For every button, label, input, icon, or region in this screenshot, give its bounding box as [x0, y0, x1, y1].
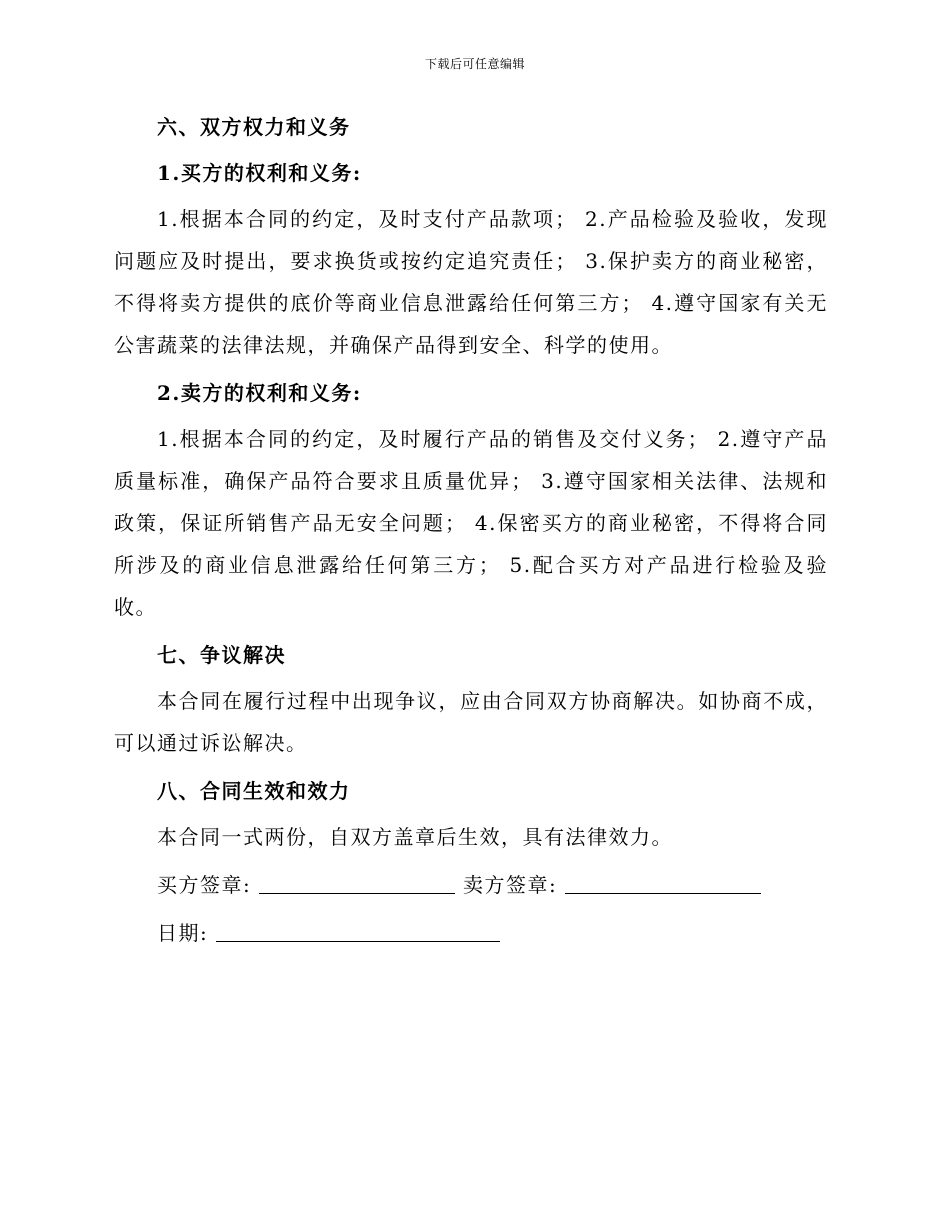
signature-line [114, 864, 828, 906]
section-6-title: 六、双方权力和义务 [157, 115, 351, 139]
buyer-signature-blank[interactable] [259, 871, 455, 894]
date-line [114, 912, 828, 954]
section-7-text: 本合同在履行过程中出现争议，应由合同双方协商解决。如协商不成，可以通过诉讼解决。 [114, 689, 828, 755]
section-8-title: 八、合同生效和效力 [157, 779, 351, 803]
seller-signature-blank[interactable] [565, 871, 761, 894]
seller-rights-text: 1.根据本合同的约定，及时履行产品的销售及交付义务； 2.遵守产品质量标准，确保产品符合要求且质量优异； 3.遵守国家相关法律、法规和政策，保证所销售产品无安全问题； 4.保密买方的商业秘密，不得将合同所涉及的商业信息泄露给任何第三方； 5.配合买方对产品进行检验及验收。 [114, 427, 828, 619]
buyer-signature-label: 买方签章: [157, 873, 252, 897]
section-8-text: 本合同一式两份，自双方盖章后生效，具有法律效力。 [157, 825, 673, 849]
buyer-rights-text: 1.根据本合同的约定，及时支付产品款项； 2.产品检验及验收，发现问题应及时提出，要求换货或按约定追究责任； 3.保护卖方的商业秘密，不得将卖方提供的底价等商业信息泄露给任何第三方； 4.遵守国家有关无公害蔬菜的法律法规，并确保产品得到安全、科学的使用。 [114, 207, 828, 357]
buyer-rights-title: 1.买方的权利和义务: [157, 161, 362, 185]
page-header-note: 下载后可任意编辑 [424, 57, 525, 71]
document-body [114, 108, 828, 954]
section-7-title: 七、争议解决 [157, 643, 286, 667]
seller-rights-title: 2.卖方的权利和义务: [157, 381, 362, 405]
date-blank[interactable] [216, 919, 500, 942]
date-label: 日期: [157, 921, 209, 945]
seller-signature-label: 卖方签章: [462, 873, 558, 897]
